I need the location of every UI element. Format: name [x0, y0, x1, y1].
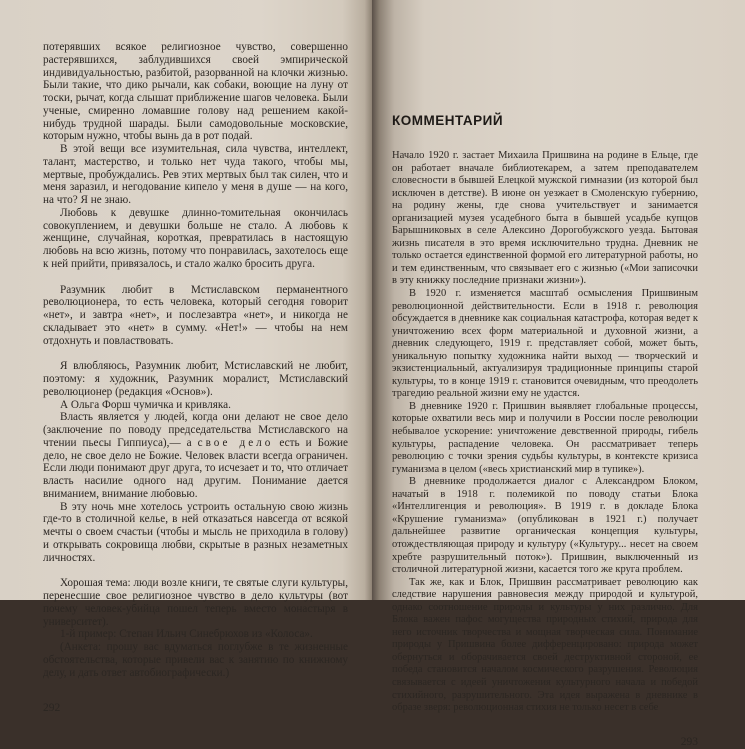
left-page-column [43, 41, 348, 715]
paragraph: 1-й пример: Степан Ильич Синебрюхов из «Колоса». [60, 628, 313, 641]
paragraph: В дневнике 1920 г. Пришвин выявляет глобальные процессы, которые охватили весь мир и получили в России после революции небывалое ускорение: уничтожение девственной природы, гибель культуры, распадение человека. Он рассматривает теперь революцию с точки зрения судьбы культуры, в контексте кризиса гуманизма в целом («весь христианский мир в тупике»). [392, 400, 698, 475]
page-number-left: 292 [43, 702, 61, 715]
paragraph: Любовь к девушке длинно-томительная окончилась совокуплением, и девушки больше не стало. А любовь к женщине, случайная, короткая, превратилась в настоящую любовь на всю жизнь, потому что понравилась, захотелось еще к ней прийти, привязалось, и стало жалко бросить друга. [43, 206, 348, 270]
emphasized-text: свое дело [197, 436, 274, 449]
paragraph: Хорошая тема: люди возле книги, те святые слуги культуры, перенесшие свое религиозное чувство в дело культуры (вот почему человек-убийца пошел теперь вместо монастыря в университет). [43, 577, 348, 628]
paragraph: Так же, как и Блок, Пришвин рассматривает революцию как следствие нарушения равновесия между природой и культурой, однако соотношение природы и культуры у них различно. Для Блока важен пафос могущества природных стихий, природа для него источник творчества и мощная творческая сила. Понимание природы у Пришвина более дифференцировано: природа может обернуться и оборачивается своей деструктивной стороной, ее победа становится началом космического разрушения. Революция связывается с идеей уничтожения культурного начала и победой стихийного, разрушительного. Эта идея выражена в дневнике в образе зверя: революционная стихия не только несет в себе [392, 576, 698, 714]
paragraph: Начало 1920 г. застает Михаила Пришвина на родине в Ельце, где он работает вначале библиотекарем, а затем преподавателем словесности в бывшей Елецкой мужской гимназии (из которой был исключен в детстве). В июне он уезжает в Смоленскую губернию, на родину жены, где снова учительствует и занимается организацией музея усадебного быта в бывшей усадьбе купцов Барышниковых в селе Алексино Дорогобужского уезда. Бытовая жизнь писателя в это время исключительно трудна. Дневник не только остается единственной формой его литературной работы, но и тем единственным, что связывает его с жизнью («Мои записочки в эту книжку последние признаки жизни»). [392, 150, 698, 287]
paragraph: Разумник любит в Мстиславском перманентного революционера, то есть человека, который сегодня говорит «нет», и завтра «нет», и послезавтра «нет», и никогда не складывает это «нет» в сумму. «Нет!» — чтобы на нем отдохнуть и повластвовать. [43, 283, 348, 347]
paragraph: В эту ночь мне хотелось устроить остальную свою жизнь где-то в столичной келье, в ней отказаться навсегда от всякой мечты о своем счастьи (чтобы и мысль не приходила в голову) и открывать сокровища любви, скрытые в разных незаметных личностях. [43, 500, 348, 564]
paragraph: (Анкета: прошу вас вдуматься поглубже в те жизненные обстоятельства, которые привели вас к занятию по книжному делу, и дать ответ автобиографически.) [43, 641, 348, 679]
paragraph-part: есть и Божие дело, не свое дело не Божие. Человек власти всегда ограничен. Если люди понимают друг друга, то исчезает и то, что отличает власть насилие одного над другим. Понимание дается вниманием, внимание любовью. [43, 436, 349, 500]
paragraph [43, 411, 348, 500]
right-page-column [392, 113, 698, 749]
paragraph: В 1920 г. изменяется масштаб осмысления Пришвиным революционной действительности. Если в 1918 г. революция обсуждается в дневнике как социальная катастрофа, которая ведет к уничтожению всех форм материальной и духовной жизни, а дневник следующего, 1919 г. представляет собой, может быть, уникальную попытку художника найти выход — творческий и экзистенциальный, актуализируя традиционные принципы старой культуры, то в конце 1919 г. становится очевидным, что преодолеть трагедию реальной жизни ему не удастся. [392, 288, 698, 400]
page-number-right: 293 [680, 735, 698, 748]
paragraph: Я влюбляюсь, Разумник любит, Мстиславский не любит, поэтому: я художник, Разумник моралист, Мстиславский революционер (редакция «Основ»). [43, 360, 348, 398]
paragraph: В дневнике продолжается диалог с Александром Блоком, начатый в 1918 г. полемикой по поводу статьи Блока «Интеллигенция и революция». В 1919 г. в докладе Блока «Крушение гуманизма» (опубликован в 1921 г.) получает дальнейшее развитие органическая концепция культуры, отождествляющая природу и культуру («Культуру... несет на своем хребте разрушительный поток»). Пришвин, выключенный из столичной литературной жизни, касается того же круга проблем. [392, 476, 698, 576]
paragraph: А Ольга Форш чумичка и кривляка. [60, 398, 231, 411]
paragraph: В этой вещи все изумительная, сила чувства, интеллект, талант, мастерство, и только нет чуда такого, чтобы мы, мертвые, пробуждались. Рев этих мертвых был так силен, что и меня заразил, и негодование кипело у меня в душе — на кого, на что? Я не знаю. [43, 143, 348, 206]
section-heading: КОММЕНТАРИЙ [392, 113, 504, 128]
paragraph: потерявших всякое религиозное чувство, совершенно растерявшихся, заблудившихся своей эмпирической индивидуальностью, разбитой, разорванной на клочки жизнью. Были такие, что дико рычали, как собаки, воющие на луну от тоски, рычат, когда слышат приближение шагов человека. Были ученые, смиренно ломавшие голову над решением какой-нибудь трудной шарады. Были самодовольные московские, которым нужно, чтобы вынь да в рот подай. [43, 41, 348, 143]
paragraph-part: Власть является у людей, когда они делают не свое дело (заключение по поводу председательства Мстиславского на чтении пьесы Гиппиуса),— а [43, 411, 348, 449]
